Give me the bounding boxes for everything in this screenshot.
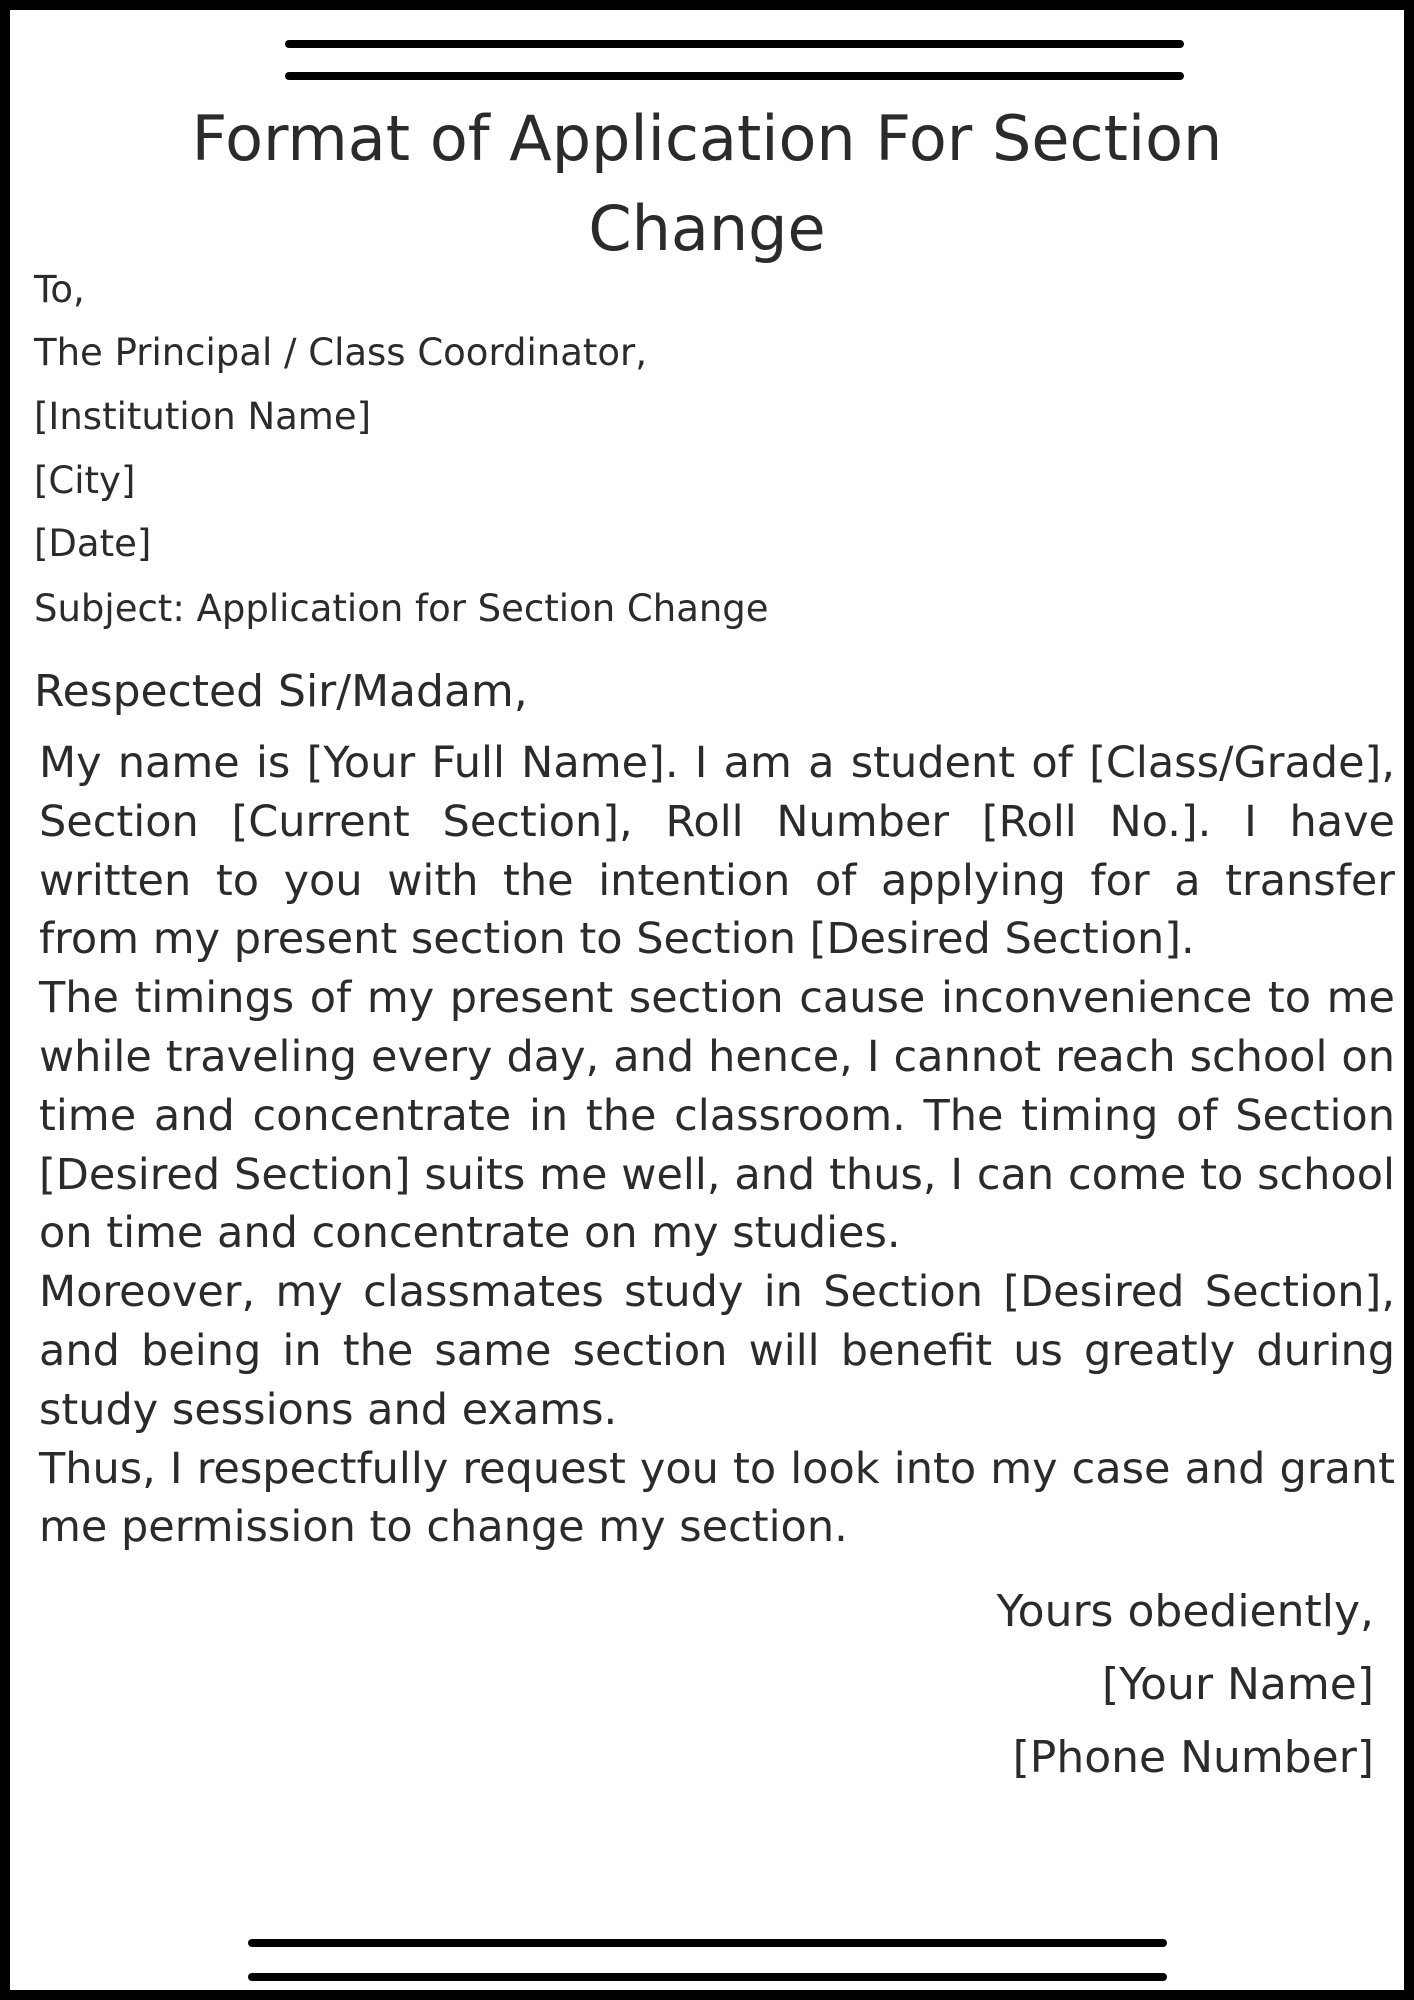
body-paragraph: The timings of my present section cause inconvenience to me while traveling every day, and hence, I cannot reach school on time and concentrate in the classroom. The timing of Section [Desired Section] suits me well, and thus, I can come to school on time and concentrate on my studies.: [39, 973, 1395, 1259]
address-city: [City]: [34, 459, 136, 502]
body-paragraph: My name is [Your Full Name]. I am a student of [Class/Grade], Section [Current Section], Roll Number [Roll No.]. I have written to you with the intention of applying for a transfer from my present section to Section [Desired Section].: [39, 738, 1395, 965]
page-title: Format of Application For Section Change: [191, 102, 1223, 265]
closing-phone: [Phone Number]: [1012, 1732, 1374, 1783]
top-rule-upper: [285, 40, 1184, 48]
closing-valediction: Yours obediently,: [996, 1586, 1374, 1637]
body-paragraph: Thus, I respectfully request you to look into my case and grant me permission to change my section.: [39, 1443, 1395, 1553]
address-to: To,: [34, 268, 85, 311]
address-recipient: The Principal / Class Coordinator,: [34, 331, 648, 374]
letter-body: [39, 734, 1395, 1557]
bottom-rule-lower: [248, 1973, 1167, 1981]
top-rule-lower: [285, 72, 1184, 80]
salutation: Respected Sir/Madam,: [34, 666, 528, 717]
bottom-rule-upper: [248, 1939, 1167, 1947]
address-institution: [Institution Name]: [34, 395, 372, 438]
address-date: [Date]: [34, 522, 152, 565]
subject-line: Subject: Application for Section Change: [34, 587, 769, 630]
body-paragraph: Moreover, my classmates study in Section [Desired Section], and being in the same section will benefit us greatly during study sessions and exams.: [39, 1267, 1395, 1435]
closing-name: [Your Name]: [1101, 1659, 1374, 1710]
